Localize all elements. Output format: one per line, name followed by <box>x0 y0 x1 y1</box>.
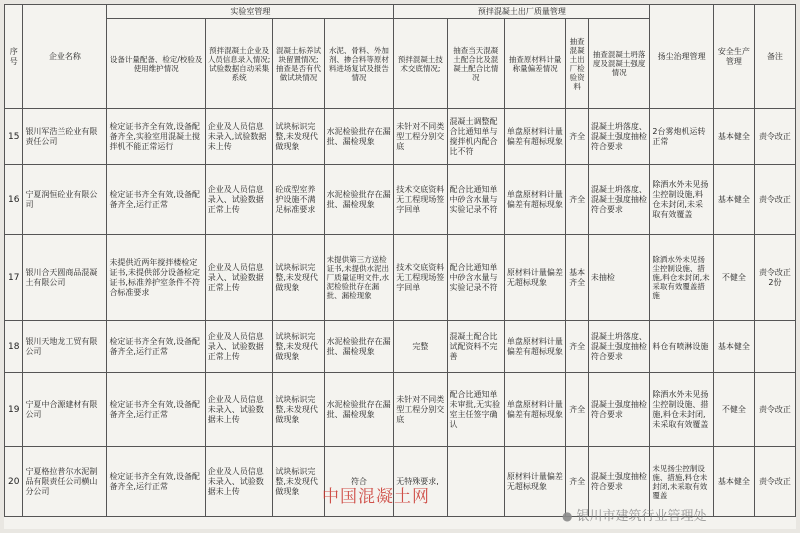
row-cell: 检定证书齐全有效,设备配备齐全,实验室用混凝土搅拌机不能正常运行 <box>107 109 205 165</box>
row-remark: 责令改正 <box>754 109 795 165</box>
row-cell: 水泥检验批存在漏批、漏检现象 <box>324 165 394 235</box>
row-cell: 技术交底资料无工程现场签字回单 <box>394 235 447 321</box>
header-quality-col: 抽查原材料计量称量偏差情况 <box>504 19 565 109</box>
header-quality-col: 抽查混凝土出厂检验资料 <box>566 19 589 109</box>
wechat-icon: ● <box>562 509 573 523</box>
row-remark: 责令改正 <box>754 447 795 517</box>
header-quality-col: 抽查混凝土坍落度及混凝土强度情况 <box>588 19 650 109</box>
row-remark <box>754 321 795 373</box>
header-seq: 序号 <box>5 5 23 109</box>
row-cell: 试块标识完整,未发现代做现象 <box>273 447 324 517</box>
table-row <box>5 109 796 165</box>
header-quality-col: 抽查当天混凝土配合比及混凝土配合比情况 <box>447 19 504 109</box>
row-cell: 试块标识完整,未发现代做现象 <box>273 373 324 447</box>
row-cell: 齐全 <box>566 373 589 447</box>
row-cell: 齐全 <box>566 165 589 235</box>
row-cell: 混凝土坍落度、混凝土强度抽检符合要求 <box>588 109 650 165</box>
row-cell: 齐全 <box>566 321 589 373</box>
row-dust: 料仓有喷淋设施 <box>650 321 714 373</box>
row-cell: 混凝土调整配合比通知单与搅拌机内配合比不符 <box>447 109 504 165</box>
row-cell: 企业及人员信息录入、试验数据正常上传 <box>205 321 273 373</box>
row-seq: 19 <box>5 373 23 447</box>
row-seq: 15 <box>5 109 23 165</box>
row-cell: 企业及人员信息未录入,试验数据未上传 <box>205 109 273 165</box>
row-company: 银川军浩兰砼业有限责任公司 <box>23 109 107 165</box>
row-cell: 试块标识完整,未发现代做现象 <box>273 235 324 321</box>
row-cell: 检定证书齐全有效,设备配备齐全,运行正常 <box>107 165 205 235</box>
row-cell: 原材料计量偏差无超标现象 <box>504 235 565 321</box>
row-cell: 未抽检 <box>588 235 650 321</box>
row-dust: 未见扬尘控制设施、措施,料仓未封闭,未采取有效覆盖 <box>650 447 714 517</box>
row-cell: 混凝土坍落度、混凝土强度抽检符合要求 <box>588 321 650 373</box>
row-cell: 水泥检验批存在漏批、漏检现象 <box>324 109 394 165</box>
header-quality-group: 预拌混凝土出厂质量管理 <box>394 5 650 19</box>
row-company: 宁夏中合源建材有限公司 <box>23 373 107 447</box>
row-cell: 齐全 <box>566 109 589 165</box>
row-cell: 检定证书齐全有效,设备配备齐全,运行正常 <box>107 373 205 447</box>
table-row <box>5 235 796 321</box>
table-row <box>5 373 796 447</box>
header-lab-col: 混凝土标养试块留置情况;抽查是否有代做试块情况 <box>273 19 324 109</box>
row-cell: 完整 <box>394 321 447 373</box>
header-company: 企业名称 <box>23 5 107 109</box>
row-cell: 水泥检验批存在漏批、漏检现象 <box>324 321 394 373</box>
row-cell: 砼成型室养护设施不满足标准要求 <box>273 165 324 235</box>
row-remark: 责令改正 <box>754 165 795 235</box>
row-cell: 配合比通知单中砂含水量与实验记录不符 <box>447 165 504 235</box>
header-quality-col: 预拌混凝土技术交底情况; <box>394 19 447 109</box>
row-seq: 17 <box>5 235 23 321</box>
row-company: 银川天地龙工贸有限公司 <box>23 321 107 373</box>
row-seq: 18 <box>5 321 23 373</box>
row-safety: 不健全 <box>713 235 754 321</box>
header-lab-col: 水泥、骨料、外加剂、掺合料等原材料进场复试及报告情况 <box>324 19 394 109</box>
row-cell: 配合比通知单未审批,无实验室主任签字确认 <box>447 373 504 447</box>
row-cell: 单盘原材料计量偏差有超标现象 <box>504 109 565 165</box>
header-dust: 扬尘治理管理 <box>650 5 714 109</box>
table-row <box>5 165 796 235</box>
row-seq: 16 <box>5 165 23 235</box>
row-cell: 未针对不同类型工程分别交底 <box>394 373 447 447</box>
row-cell: 未提供第三方送检证书,未提供水泥出厂质量证明文件,水泥检验批存在漏批、漏检现象 <box>324 235 394 321</box>
row-cell: 检定证书齐全有效,设备配备齐全,运行正常 <box>107 447 205 517</box>
row-cell: 混凝土配合比试配资料不完善 <box>447 321 504 373</box>
row-cell: 技术交底资料无工程现场签字回单 <box>394 165 447 235</box>
row-remark: 责令改正2份 <box>754 235 795 321</box>
watermark-text: 中国混凝土网 <box>322 487 430 507</box>
row-seq: 20 <box>5 447 23 517</box>
row-dust: 2台雾炮机运转正常 <box>650 109 714 165</box>
row-dust: 除洒水外未见扬尘控制设施,料仓未封闭,未采取有效覆盖 <box>650 165 714 235</box>
row-cell: 符合 <box>324 447 394 517</box>
row-safety: 基本健全 <box>713 165 754 235</box>
row-cell: 企业及人员信息未录入、试验数据未上传 <box>205 447 273 517</box>
row-cell: 试块标识完整,未发现代做现象 <box>273 109 324 165</box>
row-cell: 单盘原材料计量偏差有超标现象 <box>504 165 565 235</box>
row-company: 银川合天圆商品混凝土有限公司 <box>23 235 107 321</box>
row-company: 宁夏格拉普尔水泥制品有限责任公司横山分公司 <box>23 447 107 517</box>
row-remark: 责令改正 <box>754 373 795 447</box>
row-safety: 基本健全 <box>713 321 754 373</box>
row-cell: 单盘原材料计量偏差有超标现象 <box>504 373 565 447</box>
row-cell: 水泥检验批存在漏批、漏检现象 <box>324 373 394 447</box>
header-remark: 备注 <box>754 5 795 109</box>
row-cell: 齐全 <box>566 447 589 517</box>
row-cell: 未针对不同类型工程分别交底 <box>394 109 447 165</box>
row-cell: 试块标识完整,未发现代做现象 <box>273 321 324 373</box>
row-cell: 无特殊要求, <box>394 447 447 517</box>
row-cell: 混凝土坍落度、混凝土强度抽检符合要求 <box>588 165 650 235</box>
row-dust: 除洒水外未见扬尘控制设施、措施,料仓未封闭,未采取有效覆盖措施 <box>650 235 714 321</box>
row-cell: 未提供近两年搅拌楼检定证书,未提供部分设备检定证书,标准养护室条件不符合标准要求 <box>107 235 205 321</box>
row-cell: 检定证书齐全有效,设备配备齐全,运行正常 <box>107 321 205 373</box>
row-cell <box>447 447 504 517</box>
row-cell: 混凝土强度抽检符合要求 <box>588 373 650 447</box>
row-cell: 混凝土强度抽检符合要求 <box>588 447 650 517</box>
row-cell: 企业及人员信息录入、试验数据正常上传 <box>205 235 273 321</box>
row-cell: 配合比通知单中砂含水量与实验记录不符 <box>447 235 504 321</box>
row-cell: 企业及人员信息未录入、试验数据未上传 <box>205 373 273 447</box>
row-company: 宁夏润恒砼业有限公司 <box>23 165 107 235</box>
row-cell: 企业及人员信息录入、试验数据正常上传 <box>205 165 273 235</box>
row-safety: 不健全 <box>713 373 754 447</box>
header-lab-col: 预拌混凝土企业及人员信息录入情况;试验数据自动采集系统 <box>205 19 273 109</box>
row-cell: 原材料计量偏差无超标现象 <box>504 447 565 517</box>
row-safety: 基本健全 <box>713 109 754 165</box>
row-safety: 基本健全 <box>713 447 754 517</box>
header-lab-col: 设备计量配备、检定/校验及使用维护情况 <box>107 19 205 109</box>
inspection-table <box>4 4 796 517</box>
header-lab-group: 实验室管理 <box>107 5 394 19</box>
header-safety: 安全生产管理 <box>713 5 754 109</box>
row-cell: 单盘原材料计量偏差有超标现象 <box>504 321 565 373</box>
row-cell: 基本齐全 <box>566 235 589 321</box>
publisher-name: 银川市建筑行业管理处 <box>576 509 707 524</box>
row-dust: 除洒水外未见扬尘控制设施、措施,料仓未封闭,未采取有效覆盖 <box>650 373 714 447</box>
publisher-logo <box>562 505 707 524</box>
document-sheet <box>4 4 796 529</box>
table-row <box>5 321 796 373</box>
